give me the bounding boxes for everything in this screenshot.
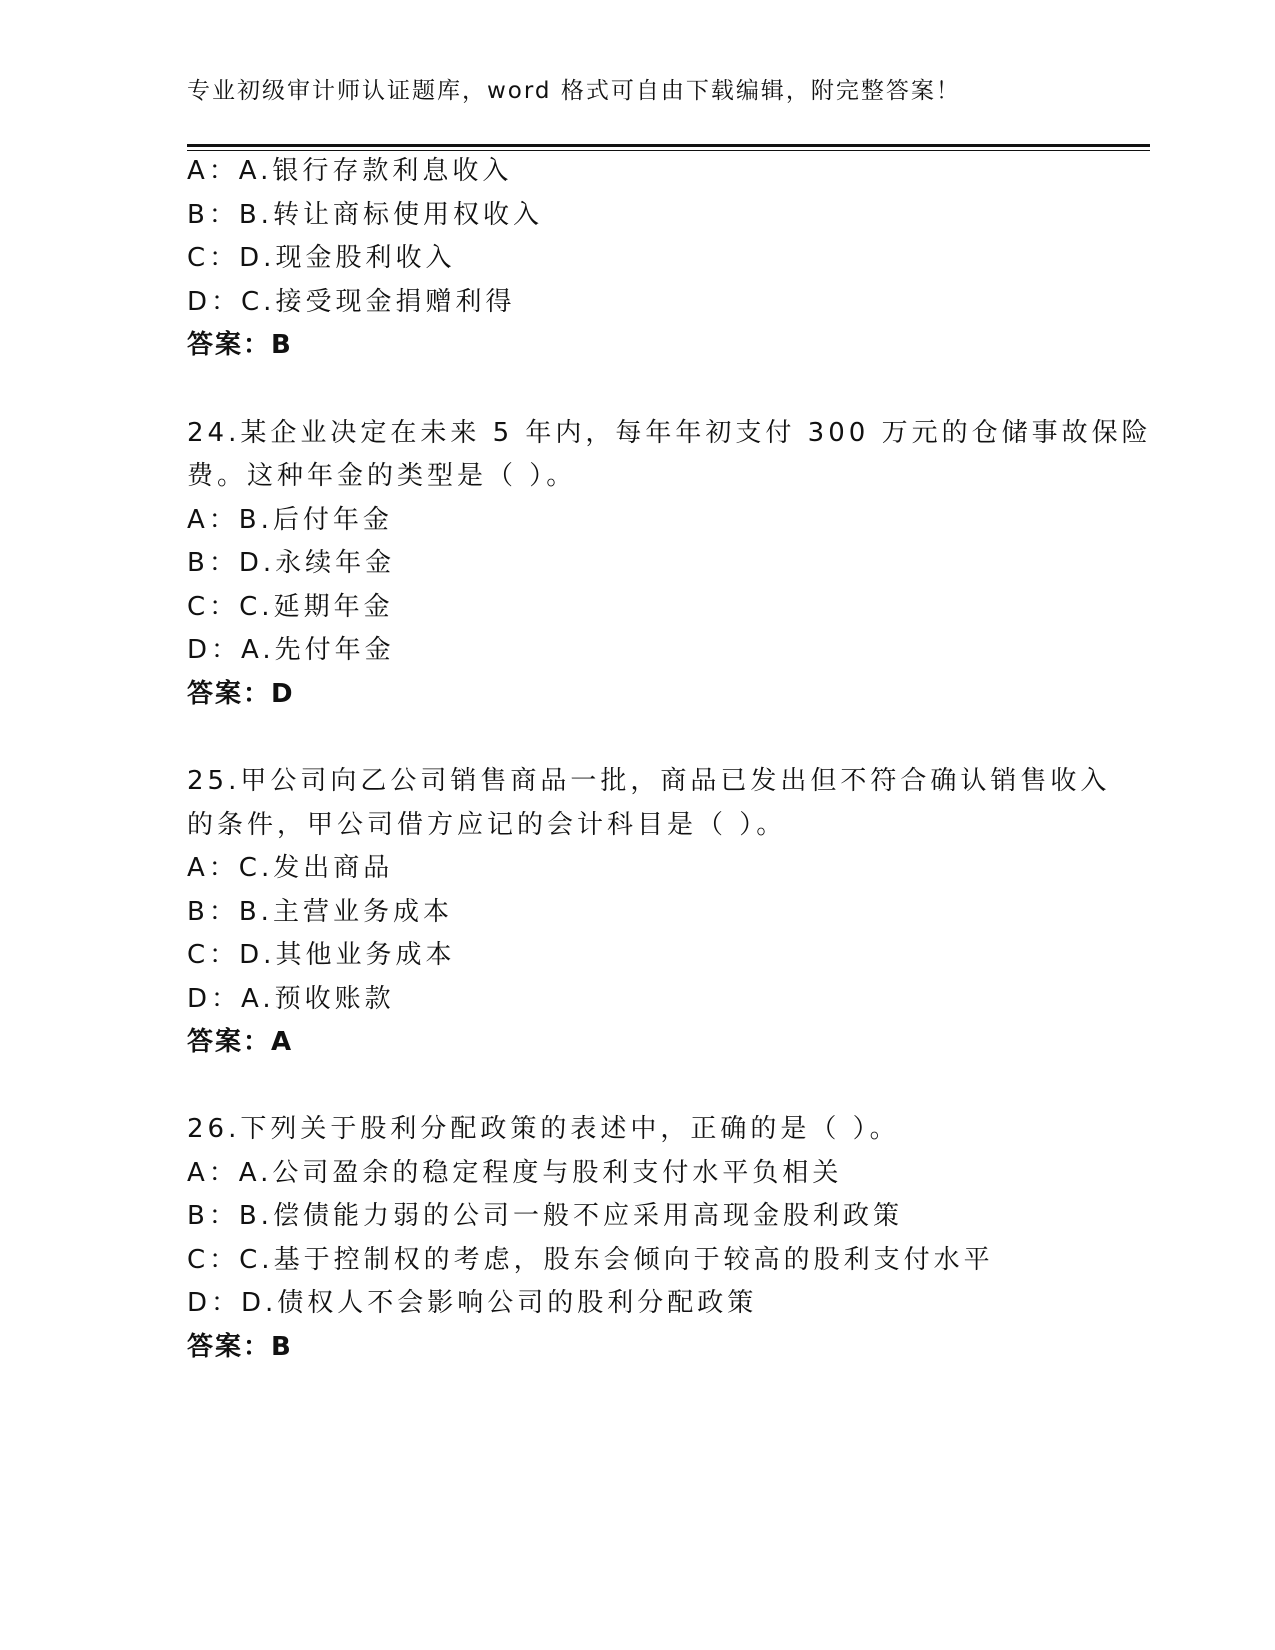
q25-option-a: A：C.发出商品 bbox=[187, 853, 394, 883]
header-rule-thin bbox=[187, 150, 1150, 151]
q24-option-c: C：C.延期年金 bbox=[187, 592, 394, 622]
q25-option-d: D：A.预收账款 bbox=[187, 984, 395, 1014]
q25-stem-line2: 的条件，甲公司借方应记的会计科目是（ ）。 bbox=[187, 810, 787, 840]
q23-option-a: A：A.银行存款利息收入 bbox=[187, 156, 513, 186]
q26-option-b: B：B.偿债能力弱的公司一般不应采用高现金股利政策 bbox=[187, 1201, 903, 1231]
q23-option-c: C：D.现金股利收入 bbox=[187, 243, 456, 273]
q24-answer: 答案：D bbox=[187, 679, 295, 709]
q24-option-b: B：D.永续年金 bbox=[187, 548, 396, 578]
q24-option-a: A：B.后付年金 bbox=[187, 505, 393, 535]
q26-answer: 答案：B bbox=[187, 1332, 293, 1362]
q26-option-c: C：C.基于控制权的考虑，股东会倾向于较高的股利支付水平 bbox=[187, 1245, 994, 1275]
header-rule-thick bbox=[187, 144, 1150, 147]
q25-answer: 答案：A bbox=[187, 1027, 294, 1057]
q23-answer: 答案：B bbox=[187, 330, 293, 360]
q25-option-c: C：D.其他业务成本 bbox=[187, 940, 456, 970]
q23-option-b: B：B.转让商标使用权收入 bbox=[187, 200, 543, 230]
q26-option-d: D：D.债权人不会影响公司的股利分配政策 bbox=[187, 1288, 758, 1318]
q23-option-d: D：C.接受现金捐赠利得 bbox=[187, 287, 516, 317]
q24-stem-line2: 费。这种年金的类型是（ ）。 bbox=[187, 461, 577, 491]
q26-option-a: A：A.公司盈余的稳定程度与股利支付水平负相关 bbox=[187, 1158, 843, 1188]
q24-stem-line1: 24.某企业决定在未来 5 年内，每年年初支付 300 万元的仓储事故保险 bbox=[187, 418, 1152, 448]
q25-option-b: B：B.主营业务成本 bbox=[187, 897, 453, 927]
q26-stem-line1: 26.下列关于股利分配政策的表述中，正确的是（ ）。 bbox=[187, 1114, 900, 1144]
q24-option-d: D：A.先付年金 bbox=[187, 635, 395, 665]
q25-stem-line1: 25.甲公司向乙公司销售商品一批，商品已发出但不符合确认销售收入 bbox=[187, 766, 1111, 796]
page-header: 专业初级审计师认证题库，word 格式可自由下载编辑，附完整答案！ bbox=[187, 78, 961, 104]
